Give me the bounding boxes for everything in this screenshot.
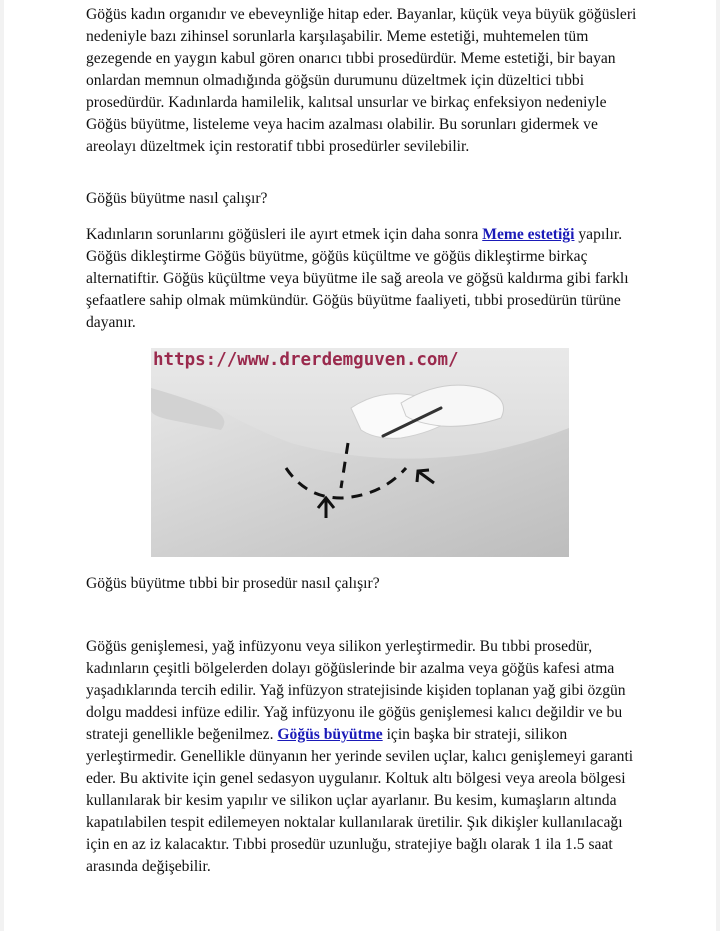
- meme-estetigi-link[interactable]: Meme estetiği: [482, 226, 575, 243]
- detail-paragraph-text-end: için başka bir strateji, silikon yerleştirmedir. Genellikle dünyanın her yerinde sevilen uçlar, kalıcı genişlemeyi garanti eder. Bu aktivite için genel sedasyon uygulanır. Koltuk altı bölgesi veya areola bölgesi kullanılarak bir kesim yapılır ve silikon uçlar ayarlanır. Bu kesim, kumaşların altında kapatılabilen tespit edilemeyen noktalar kullanılarak üretilir. Şık dikişler kullanılacağı için en az iz kalacaktır. Tıbbi prosedür uzunluğu, stratejiye bağlı olarak 1 ila 1.5 saat arasında değişebilir.: [86, 726, 634, 875]
- gogus-buyutme-link[interactable]: Göğüs büyütme: [277, 726, 383, 743]
- detail-paragraph-text-start: Göğüs genişlemesi, yağ infüzyonu veya silikon yerleştirmedir. Bu tıbbi prosedür, kadınların çeşitli bölgelerden dolayı göğüslerinde bir azalma veya göğüs kafesi atma yaşadıklarında tercih edilir. Yağ infüzyon stratejisinde kişiden toplanan yağ gibi özgün dolgu maddesi infüze edilir. Yağ infüzyonu ile göğüs genişlemesi kalıcı değildir ve bu strateji genellikle beğenilmez.: [86, 638, 626, 743]
- image-watermark-text: https://www.drerdemguven.com/: [153, 350, 459, 370]
- intro-paragraph: Göğüs kadın organıdır ve ebeveynliğe hitap eder. Bayanlar, küçük veya büyük göğüsleri nedeniyle bazı zihinsel sorunlarla karşılaşabilir. Meme estetiği, muhtemelen tüm gezegende en yaygın kabul gören onarıcı tıbbi prosedürdür. Meme estetiği, bir bayan onlardan memnun olmadığında göğsün durumunu düzeltmek için düzeltici tıbbi prosedürdür. Kadınlarda hamilelik, kalıtsal unsurlar ve birkaç enfeksiyon nedeniyle Göğüs büyütme, listeleme veya hacim azalması olabilir. Bu sorunları gidermek ve areolayı düzeltmek için restoratif tıbbi prosedürler sevilebilir.: [86, 6, 637, 155]
- procedure-paragraph-text-start: Kadınların sorunlarını göğüsleri ile ayırt etmek için daha sonra: [86, 226, 483, 243]
- surgery-marking-image: [151, 348, 569, 557]
- procedure-paragraph-text-end: yapılır. Göğüs dikleştirme Göğüs büyütme, göğüs küçültme ve göğüs dikleştirme birkaç alternatiftir. Göğüs küçültme veya büyütme ile sağ areola ve göğsü kaldırma gibi farklı şefaatlere sahip olmak mümkündür. Göğüs büyütme faaliyeti, tıbbi prosedürün türüne dayanır.: [86, 226, 629, 331]
- surgery-illustration: [151, 348, 569, 557]
- page-edge-right: [716, 0, 720, 931]
- page-edge-left: [0, 0, 4, 931]
- detail-paragraph: [86, 636, 638, 878]
- procedure-paragraph: [86, 224, 638, 334]
- section-heading-medical-procedure: Göğüs büyütme tıbbi bir prosedür nasıl çalışır?: [86, 575, 380, 592]
- section-heading-how-it-works: Göğüs büyütme nasıl çalışır?: [86, 190, 268, 207]
